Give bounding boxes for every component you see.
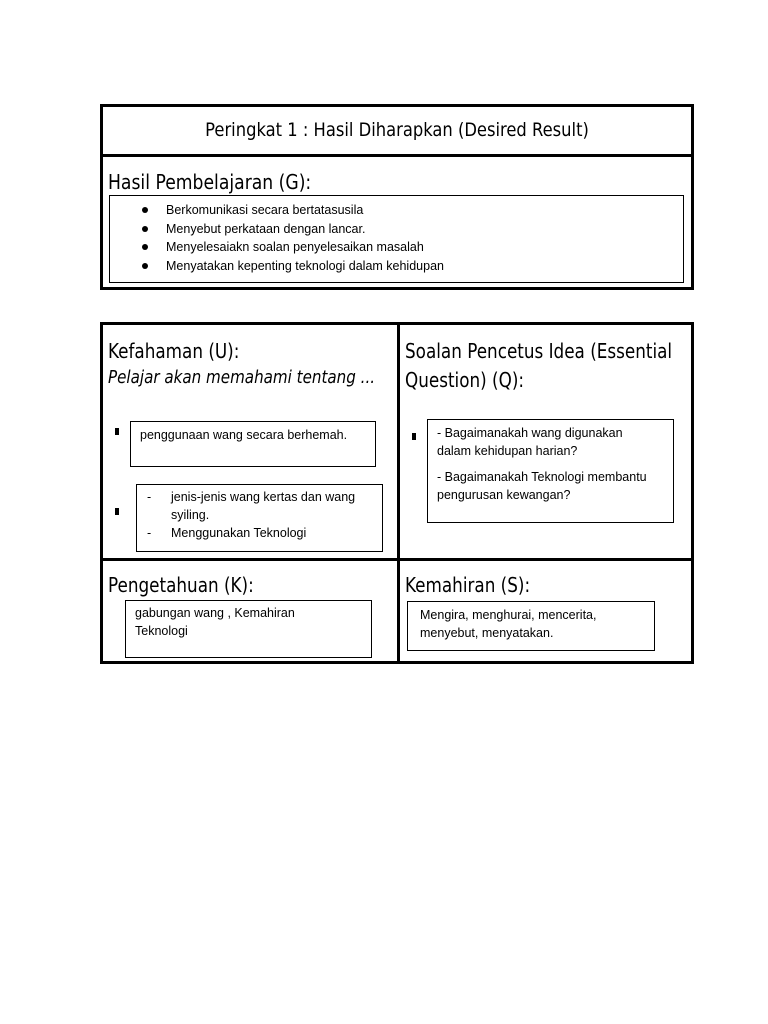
stage-title-row <box>103 107 691 157</box>
skills-box: Mengira, menghurai, mencerita, menyebut, menyatakan. <box>407 601 655 651</box>
list-item: - jenis-jenis wang kertas dan wang syiling. <box>147 490 356 522</box>
desired-result-table <box>100 104 694 290</box>
bullet-icon <box>142 207 148 213</box>
knowledge-box: gabungan wang , Kemahiran Teknologi <box>125 600 372 658</box>
bullet-icon <box>142 263 148 269</box>
stage-title: Peringkat 1 : Hasil Diharapkan (Desired Result) <box>205 119 589 141</box>
list-item: - Menggunakan Teknologi <box>147 526 307 540</box>
understanding-heading: Kefahaman (U): <box>108 339 240 363</box>
bullet-icon <box>142 244 148 250</box>
question-item: - Bagaimanakah Teknologi membantu pengurusan kewangan? <box>437 470 647 502</box>
essential-question-heading: Soalan Pencetus Idea (Essential Question) (Q): <box>405 339 673 392</box>
learning-outcomes-list <box>140 201 444 275</box>
list-item: Berkomunikasi secara bertatasusila <box>140 201 444 220</box>
row-divider <box>103 558 691 561</box>
list-item: Menyebut perkataan dengan lancar. <box>140 220 444 239</box>
essential-question-box <box>427 419 674 523</box>
list-item: Menyatakan kepenting teknologi dalam kehidupan <box>140 257 444 276</box>
square-bullet-icon <box>115 428 119 435</box>
list-item: Menyelesaiakn soalan penyelesaikan masalah <box>140 238 444 257</box>
skills-heading: Kemahiran (S): <box>405 573 531 597</box>
learning-outcomes-box <box>109 195 684 283</box>
question-item: - Bagaimanakah wang digunakan dalam kehidupan harian? <box>437 426 623 458</box>
column-divider <box>397 325 400 661</box>
bullet-icon <box>142 226 148 232</box>
understanding-subheading: Pelajar akan memahami tentang ... <box>108 367 376 388</box>
understanding-box-1: penggunaan wang secara berhemah. <box>130 421 376 467</box>
knowledge-heading: Pengetahuan (K): <box>108 573 254 597</box>
ukqs-table <box>100 322 694 664</box>
square-bullet-icon <box>412 433 416 440</box>
understanding-box-2 <box>136 484 383 552</box>
square-bullet-icon <box>115 508 119 515</box>
learning-outcomes-heading: Hasil Pembelajaran (G): <box>108 170 312 194</box>
